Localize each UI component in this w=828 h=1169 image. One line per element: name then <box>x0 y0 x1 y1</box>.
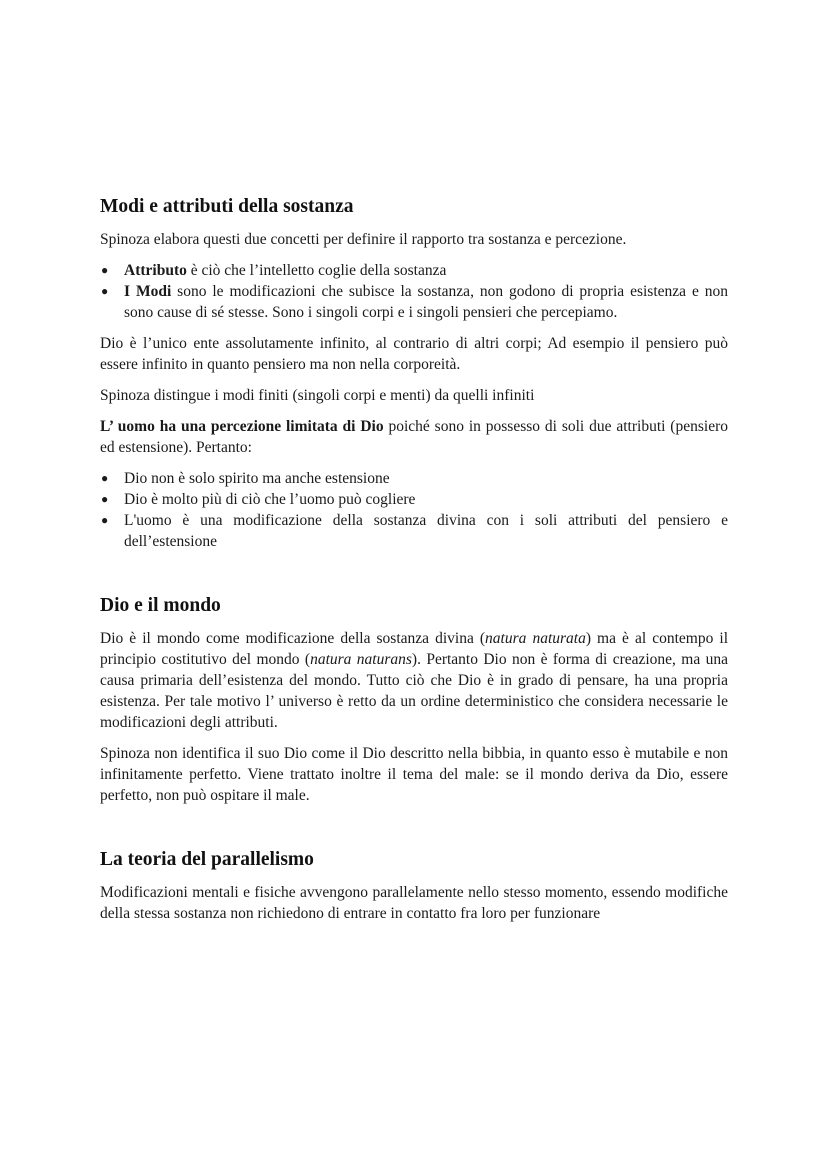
bullet-list-definitions <box>100 260 728 323</box>
list-item-text: Dio è molto più di ciò che l’uomo può cogliere <box>124 491 416 508</box>
bullet-icon: ● <box>101 284 109 298</box>
list-item-text: Dio non è solo spirito ma anche estensione <box>124 470 390 487</box>
bullet-icon: ● <box>101 492 109 506</box>
paragraph-parallelismo: Modificazioni mentali e fisiche avvengono parallelamente nello stesso momento, essendo modifiche della stessa sostanza non richiedono di entrare in contatto fra loro per funzionare <box>100 884 728 922</box>
paragraph-modi-finiti: Spinoza distingue i modi finiti (singoli corpi e menti) da quelli infiniti <box>100 387 535 404</box>
list-item <box>100 510 728 552</box>
paragraph-percezione <box>100 416 728 458</box>
list-item <box>100 468 728 489</box>
term-natura-naturata: natura naturata <box>485 630 586 647</box>
bullet-icon: ● <box>101 263 109 277</box>
document-page <box>100 193 728 934</box>
paragraph-text: ). Pertanto Dio non è forma di creazione, ma una causa primaria dell’esistenza del mondo. Tutto ciò che Dio è in grado di pensare, ha una propria esistenza. Per tale motivo l’ universo è retto da un ordine deterministico che considera necessarie le modificazioni degli attributi. <box>100 651 728 731</box>
paragraph-text: poiché sono in possesso di soli due attributi (pensiero ed estensione). Pertanto: <box>100 418 728 456</box>
definition-text: è ciò che l’intelletto coglie della sostanza <box>186 262 447 279</box>
paragraph-bibbia: Spinoza non identifica il suo Dio come il Dio descritto nella bibbia, in quanto esso è mutabile e non infinitamente perfetto. Viene trattato inoltre il tema del male: se il mondo deriva da Dio, essere perfetto, non può ospitare il male. <box>100 745 728 804</box>
heading-parallelismo: La teoria del parallelismo <box>100 849 314 870</box>
emphasis-percezione: L’ uomo ha una percezione limitata di Dio <box>100 418 384 435</box>
section-spacer <box>100 562 728 592</box>
definition-text: sono le modificazioni che subisce la sostanza, non godono di propria esistenza e non sono cause di sé stesse. Sono i singoli corpi e i singoli pensieri che percepiamo. <box>124 283 728 321</box>
heading-modi-attributi: Modi e attributi della sostanza <box>100 196 354 217</box>
section-spacer <box>100 816 728 846</box>
paragraph-dio-infinito: Dio è l’unico ente assolutamente infinito, al contrario di altri corpi; Ad esempio il pensiero può essere infinito in quanto pensiero ma non nella corporeità. <box>100 335 728 373</box>
list-item <box>100 281 728 323</box>
paragraph-intro: Spinoza elabora questi due concetti per definire il rapporto tra sostanza e percezione. <box>100 231 627 248</box>
list-item-text: L'uomo è una modificazione della sostanza divina con i soli attributi del pensiero e dell’estensione <box>124 512 728 550</box>
paragraph-text: Dio è il mondo come modificazione della sostanza divina ( <box>100 630 486 647</box>
paragraph-natura <box>100 628 728 733</box>
bullet-icon: ● <box>101 513 109 527</box>
list-item <box>100 489 728 510</box>
list-item <box>100 260 728 281</box>
term-attributo: Attributo <box>124 262 187 279</box>
paragraph-text: ) ma è al contempo il principio costitutivo del mondo ( <box>100 630 729 668</box>
term-modi: I Modi <box>124 283 172 300</box>
term-natura-naturans: natura naturans <box>310 651 412 668</box>
bullet-icon: ● <box>101 471 109 485</box>
bullet-list-conseguenze <box>100 468 728 552</box>
heading-dio-mondo: Dio e il mondo <box>100 595 221 616</box>
